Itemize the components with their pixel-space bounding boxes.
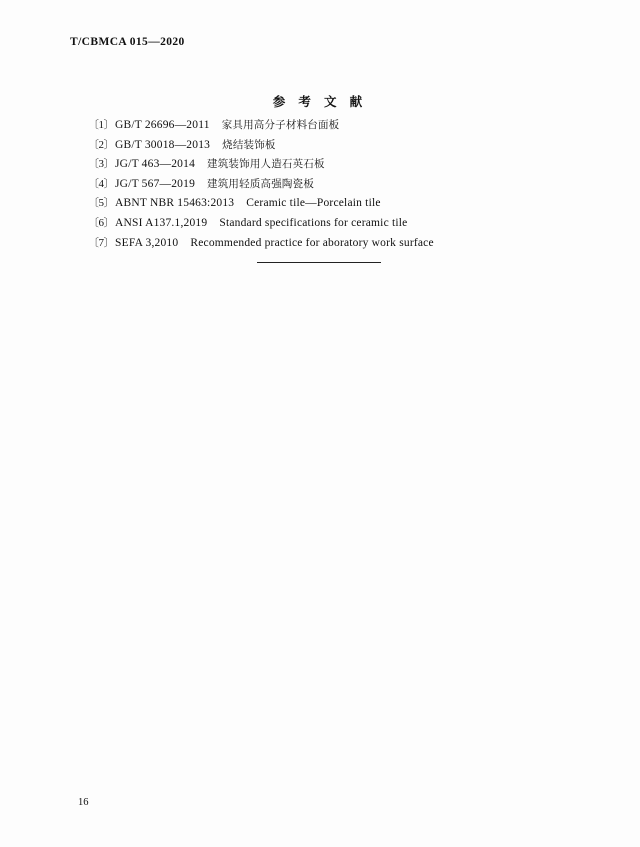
reference-standard: SEFA 3,2010 — [115, 236, 179, 249]
reference-number: 〔6〕 — [88, 216, 114, 229]
section-end-rule — [257, 262, 381, 263]
list-item — [88, 214, 568, 234]
reference-title: Standard specifications for ceramic tile — [219, 216, 408, 229]
list-item — [88, 175, 568, 195]
reference-standard: JG/T 463—2014 — [115, 158, 196, 171]
reference-number: 〔1〕 — [88, 119, 114, 131]
reference-standard: JG/T 567—2019 — [115, 177, 196, 190]
list-item — [88, 155, 568, 175]
reference-number: 〔2〕 — [88, 138, 114, 151]
section-title: 参 考 文 献 — [272, 95, 368, 109]
reference-title: Recommended practice for aboratory work surface — [190, 236, 434, 249]
reference-list — [88, 116, 568, 253]
list-item — [88, 136, 568, 156]
reference-standard: GB/T 26696—2011 — [115, 119, 210, 131]
reference-standard: ABNT NBR 15463:2013 — [115, 197, 235, 210]
page-header: T/CBMCA 015—2020 — [70, 36, 185, 48]
reference-number: 〔7〕 — [88, 236, 114, 249]
reference-standard: GB/T 30018—2013 — [115, 138, 211, 151]
list-item — [88, 116, 568, 136]
reference-number: 〔5〕 — [88, 197, 114, 210]
list-item — [88, 234, 568, 254]
reference-title: 烧结装饰板 — [222, 138, 276, 151]
reference-number: 〔3〕 — [88, 158, 114, 171]
reference-number: 〔4〕 — [88, 177, 114, 190]
page-number: 16 — [78, 797, 89, 808]
reference-title: 建筑用轻质高强陶瓷板 — [207, 177, 315, 190]
reference-title: 建筑装饰用人造石英石板 — [207, 158, 325, 171]
list-item — [88, 194, 568, 214]
reference-title: 家具用高分子材料台面板 — [221, 119, 340, 131]
reference-standard: ANSI A137.1,2019 — [115, 216, 208, 229]
reference-title: Ceramic tile—Porcelain tile — [246, 197, 381, 210]
